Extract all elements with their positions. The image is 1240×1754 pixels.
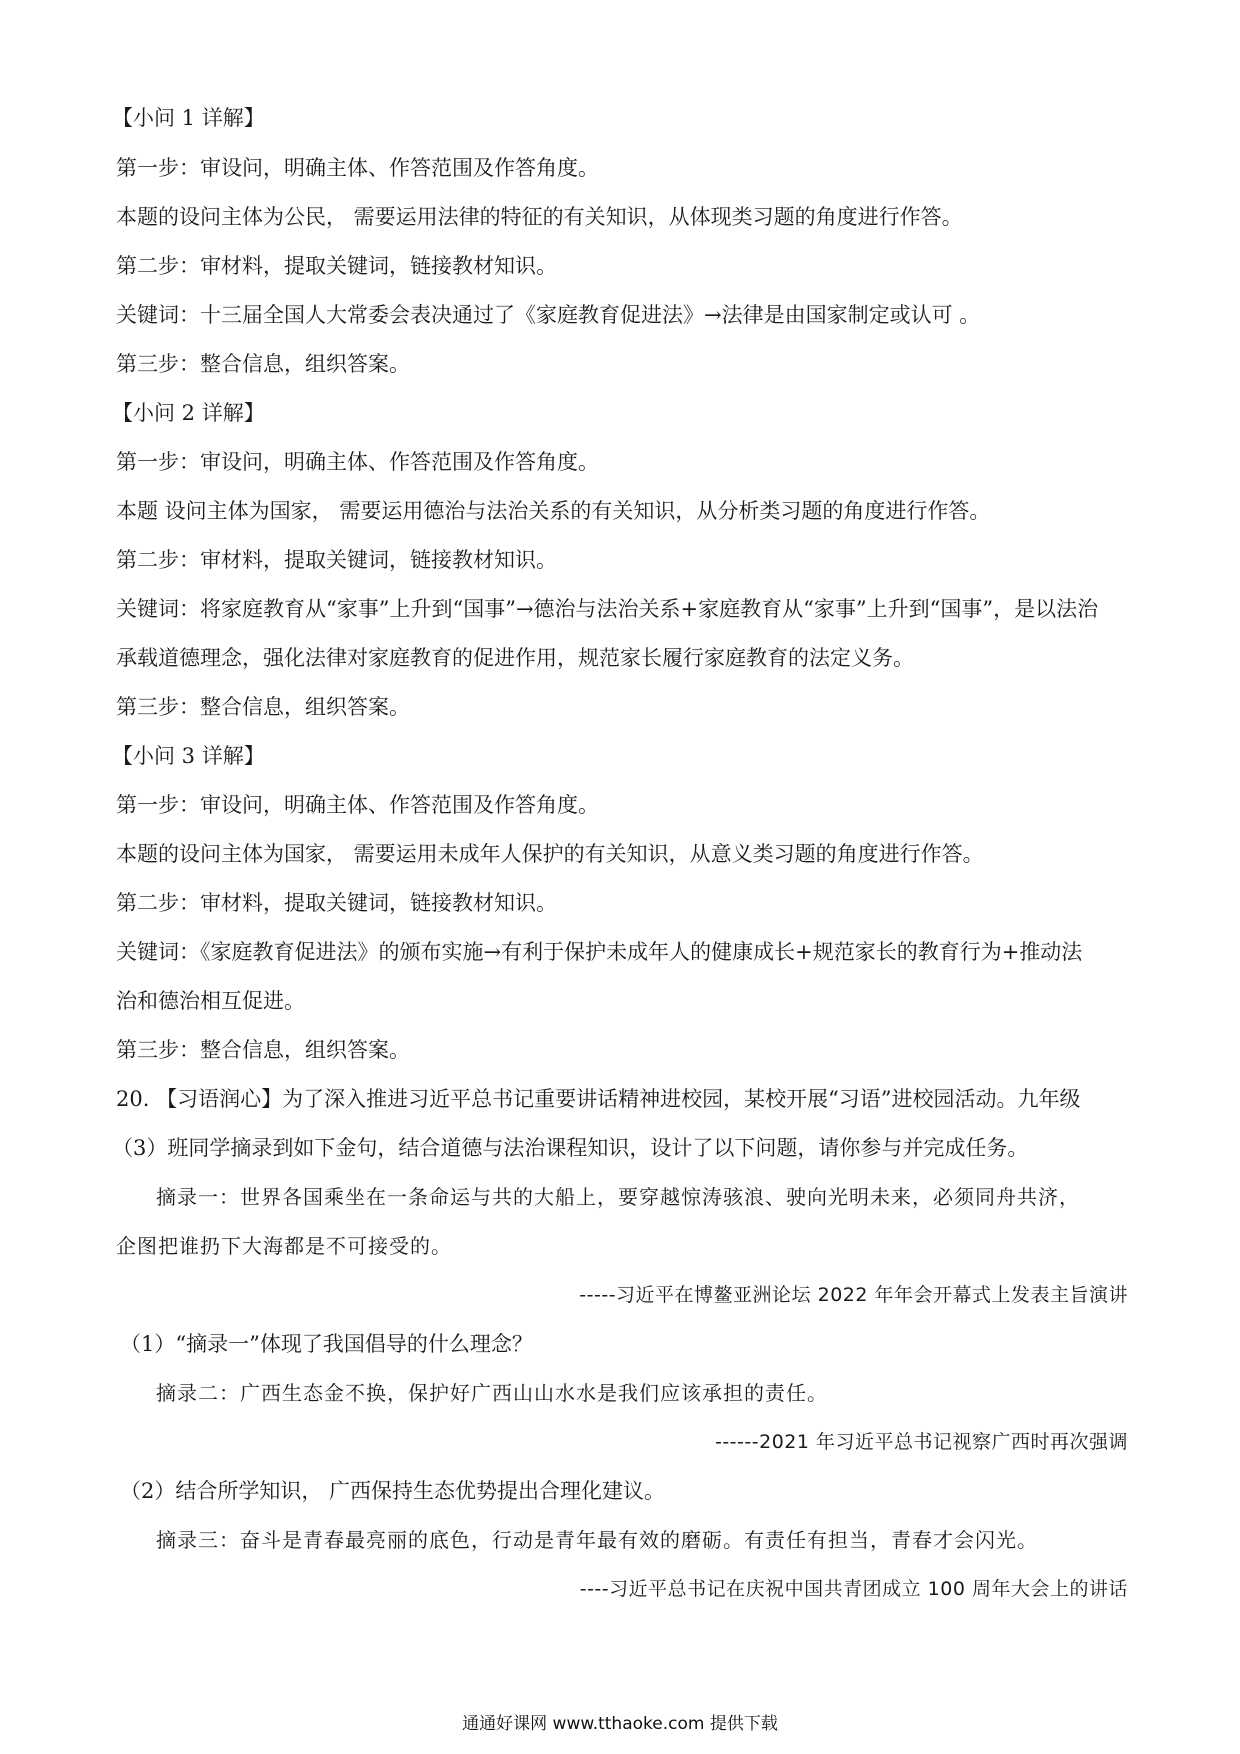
keyword-line: 关键词：十三届全国人大常委会表决通过了《家庭教育促进法》→法律是由国家制定或认可 。 (116, 303, 981, 327)
excerpt-3: 摘录三：奋斗是青春最亮丽的底色，行动是青年最有效的磨砺。有责任有担当，青春才会闪光。 (156, 1528, 1038, 1552)
keyword-line: 关键词：将家庭教育从“家事”上升到“国事”→德治与法治关系+家庭教育从“家事”上升到“国事”，是以法治 (116, 597, 1099, 621)
excerpt-1-source: -----习近平在博鳌亚洲论坛 2022 年年会开幕式上发表主旨演讲 (579, 1284, 1128, 1306)
step-3-line: 第三步：整合信息，组织答案。 (116, 695, 410, 719)
question-20-stem-continued: （3）班同学摘录到如下金句，结合道德与法治课程知识，设计了以下问题，请你参与并完成任务。 (112, 1136, 1029, 1160)
subject-line: 本题的设问主体为公民， 需要运用法律的特征的有关知识，从体现类习题的角度进行作答。 (116, 205, 963, 229)
excerpt-2-source: ------2021 年习近平总书记视察广西时再次强调 (714, 1431, 1128, 1453)
question-2: （2）结合所学知识， 广西保持生态优势提出合理化建议。 (120, 1479, 666, 1503)
subject-line: 本题的设问主体为国家， 需要运用未成年人保护的有关知识，从意义类习题的角度进行作答。 (116, 842, 984, 866)
question-20-stem: 20. 【习语润心】为了深入推进习近平总书记重要讲话精神进校园，某校开展“习语”进校园活动。九年级 (116, 1087, 1081, 1111)
step-3-line: 第三步：整合信息，组织答案。 (116, 1038, 410, 1062)
subquestion-1-heading: 【小问 1 详解】 (112, 106, 265, 130)
excerpt-2: 摘录二：广西生态金不换，保护好广西山山水水是我们应该承担的责任。 (156, 1381, 828, 1405)
subject-line: 本题 设问主体为国家， 需要运用德治与法治关系的有关知识，从分析类习题的角度进行作答。 (116, 499, 991, 523)
keyword-line: 关键词：《家庭教育促进法》的颁布实施→有利于保护未成年人的健康成长+规范家长的教育行为+推动法 (116, 940, 1083, 964)
excerpt-1-continued: 企图把谁扔下大海都是不可接受的。 (116, 1234, 452, 1258)
question-1: （1）“摘录一”体现了我国倡导的什么理念？ (120, 1332, 533, 1356)
step-3-line: 第三步：整合信息，组织答案。 (116, 352, 410, 376)
step-1-line: 第一步：审设问，明确主体、作答范围及作答角度。 (116, 156, 599, 180)
page-footer: 通通好课网 www.tthaoke.com 提供下载 (462, 1714, 778, 1734)
step-1-line: 第一步：审设问，明确主体、作答范围及作答角度。 (116, 793, 599, 817)
keyword-line-continued: 承载道德理念，强化法律对家庭教育的促进作用，规范家长履行家庭教育的法定义务。 (116, 646, 914, 670)
subquestion-3-heading: 【小问 3 详解】 (112, 744, 265, 768)
step-2-line: 第二步：审材料，提取关键词，链接教材知识。 (116, 254, 557, 278)
subquestion-2-heading: 【小问 2 详解】 (112, 401, 265, 425)
excerpt-3-source: ----习近平总书记在庆祝中国共青团成立 100 周年大会上的讲话 (579, 1578, 1128, 1600)
step-2-line: 第二步：审材料，提取关键词，链接教材知识。 (116, 548, 557, 572)
keyword-line-continued: 治和德治相互促进。 (116, 989, 305, 1013)
step-1-line: 第一步：审设问，明确主体、作答范围及作答角度。 (116, 450, 599, 474)
excerpt-1: 摘录一：世界各国乘坐在一条命运与共的大船上，要穿越惊涛骇浪、驶向光明未来，必须同舟共济， (156, 1185, 1080, 1209)
step-2-line: 第二步：审材料，提取关键词，链接教材知识。 (116, 891, 557, 915)
